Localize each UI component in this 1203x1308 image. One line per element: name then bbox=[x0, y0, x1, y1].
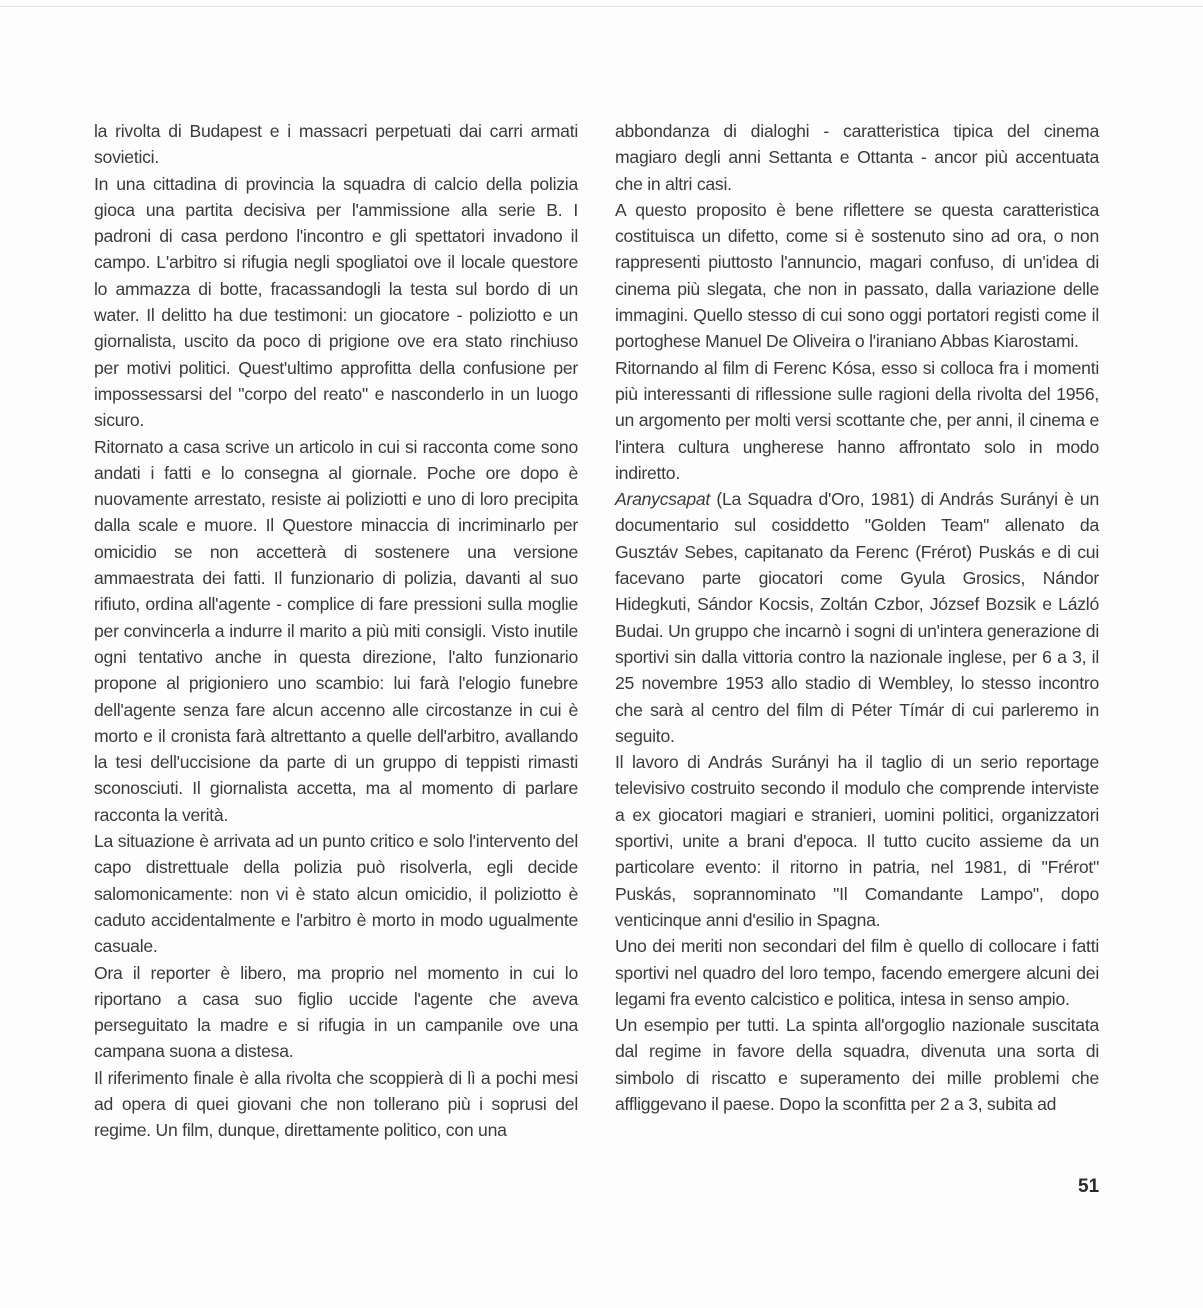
paragraph: abbondanza di dialoghi - caratteristica tipica del cinema magiaro degli anni Settanta e Ottanta - ancor più accentuata che in altri casi. bbox=[615, 121, 1099, 194]
film-title: Aranycsapat bbox=[615, 489, 711, 510]
paragraph: In una cittadina di provincia la squadra di calcio della polizia gioca una partita decisiva per l'ammissione alla serie B. I padroni di casa perdono l'incontro e gli spettatori invadono il campo. L'arbitro si rifugia negli spogliatoi ove il locale questore lo ammazza di botte, fracassandogli la testa sul bordo di un water. Il delitto ha due testimoni: un giocatore - poliziotto e un giornalista, uscito da poco di prigione ove era stato rinchiuso per motivi politici. Quest'ultimo approfitta della confusione per impossessarsi del "corpo del reato" e nasconderlo in un luogo sicuro. bbox=[94, 173, 578, 431]
left-text-column bbox=[94, 118, 578, 1144]
paragraph: Il lavoro di András Surányi ha il taglio di un serio reportage televisivo costruito secondo il modulo che comprende interviste a ex giocatori magiari e stranieri, uomini politici, organizzatori sportivi, unite a brani d'epoca. Il tutto cucito assieme da un particolare evento: il ritorno in patria, nel 1981, di "Frérot" Puskás, soprannominato "Il Comandante Lampo", dopo venticinque anni d'esilio in Spagna. bbox=[615, 752, 1099, 930]
paragraph: A questo proposito è bene riflettere se questa caratteristica costituisca un difetto, come si è sostenuto sino ad ora, o non rappresenti piuttosto l'annuncio, magari confuso, di un'idea di cinema più slegata, che non in passato, dalla variazione delle immagini. Quello stesso di cui sono oggi portatori registi come il portoghese Manuel De Oliveira o l'iraniano Abbas Kiarostami. bbox=[615, 199, 1099, 352]
paragraph: Ora il reporter è libero, ma proprio nel momento in cui lo riportano a casa suo figlio uccide l'agente che aveva perseguitato la madre e si rifugia in un campanile ove una campana suona a distesa. bbox=[94, 962, 578, 1062]
paragraph: Uno dei meriti non secondari del film è quello di collocare i fatti sportivi nel quadro del loro tempo, facendo emergere alcuni dei legami fra evento calcistico e politica, intesa in senso ampio. bbox=[615, 936, 1099, 1009]
right-text-column bbox=[615, 118, 1099, 1117]
paragraph: Un esempio per tutti. La spinta all'orgoglio nazionale suscitata dal regime in favore della squadra, divenuta una sorta di simbolo di riscatto e superamento dei mille problemi che affliggevano il paese. Dopo la sconfitta per 2 a 3, subita ad bbox=[615, 1015, 1099, 1114]
paragraph bbox=[615, 486, 1099, 749]
top-edge-rule bbox=[0, 6, 1203, 7]
paragraph: Ritornato a casa scrive un articolo in cui si racconta come sono andati i fatti e lo consegna al giornale. Poche ore dopo è nuovamente arrestato, resiste ai poliziotti e uno di loro precipita dalla scale e muore. Il Questore minaccia di incriminarlo per omicidio se non accetterà di sostenere una versione ammaestrata dei fatti. Il funzionario di polizia, davanti al suo rifiuto, ordina all'agente - complice di fare pressioni sulla moglie per convincerla a indurre il marito a più miti consigli. Visto inutile ogni tentativo anche in questa direzione, l'alto funzionario propone al prigioniero uno scambio: lui farà l'elogio funebre dell'agente senza fare alcun accenno alle circostanze in cui è morto e il cronista farà altrettanto a quelle dell'arbitro, avallando la tesi dell'uccisione da parte di un gruppo di teppisti rimasti sconosciuti. Il giornalista accetta, ma al momento di parlare racconta la verità. bbox=[94, 436, 578, 825]
paragraph: Il riferimento finale è alla rivolta che scoppierà di lì a pochi mesi ad opera di quei giovani che non tollerano più i soprusi del regime. Un film, dunque, direttamente politico, con una bbox=[94, 1067, 578, 1141]
paragraph: Ritornando al film di Ferenc Kósa, esso si colloca fra i momenti più interessanti di riflessione sulle ragioni della rivolta del 1956, un argomento per molti versi scottante che, per anni, il cinema e l'intera cultura ungherese hanno affrontato solo in modo indiretto. bbox=[615, 357, 1099, 483]
paragraph: la rivolta di Budapest e i massacri perpetuati dai carri armati sovietici. bbox=[94, 121, 578, 168]
paragraph-text: (La Squadra d'Oro, 1981) di András Surányi è un documentario sul cosiddetto "Golden Team" allenato da Gusztáv Sebes, capitanato da Ferenc (Frérot) Puskás e di cui facevano parte giocatori come Gyula Grosics, Nándor Hidegkuti, Sándor Kocsis, Zoltán Czbor, József Bozsik e Lázló Budai. Un gruppo che incarnò i sogni di un'intera generazione di sportivi sin dalla vittoria contro la nazionale inglese, per 6 a 3, il 25 novembre 1953 allo stadio di Wembley, lo stesso incontro che sarà al centro del film di Péter Tímár di cui parleremo in seguito. bbox=[615, 489, 1099, 746]
page-number: 51 bbox=[1078, 1176, 1100, 1197]
paragraph: La situazione è arrivata ad un punto critico e solo l'intervento del capo distrettuale della polizia può risolverla, egli decide salomonicamente: non vi è stato alcun omicidio, il poliziotto è caduto accidentalmente e l'arbitro è morto in modo ugualmente casuale. bbox=[94, 831, 578, 957]
